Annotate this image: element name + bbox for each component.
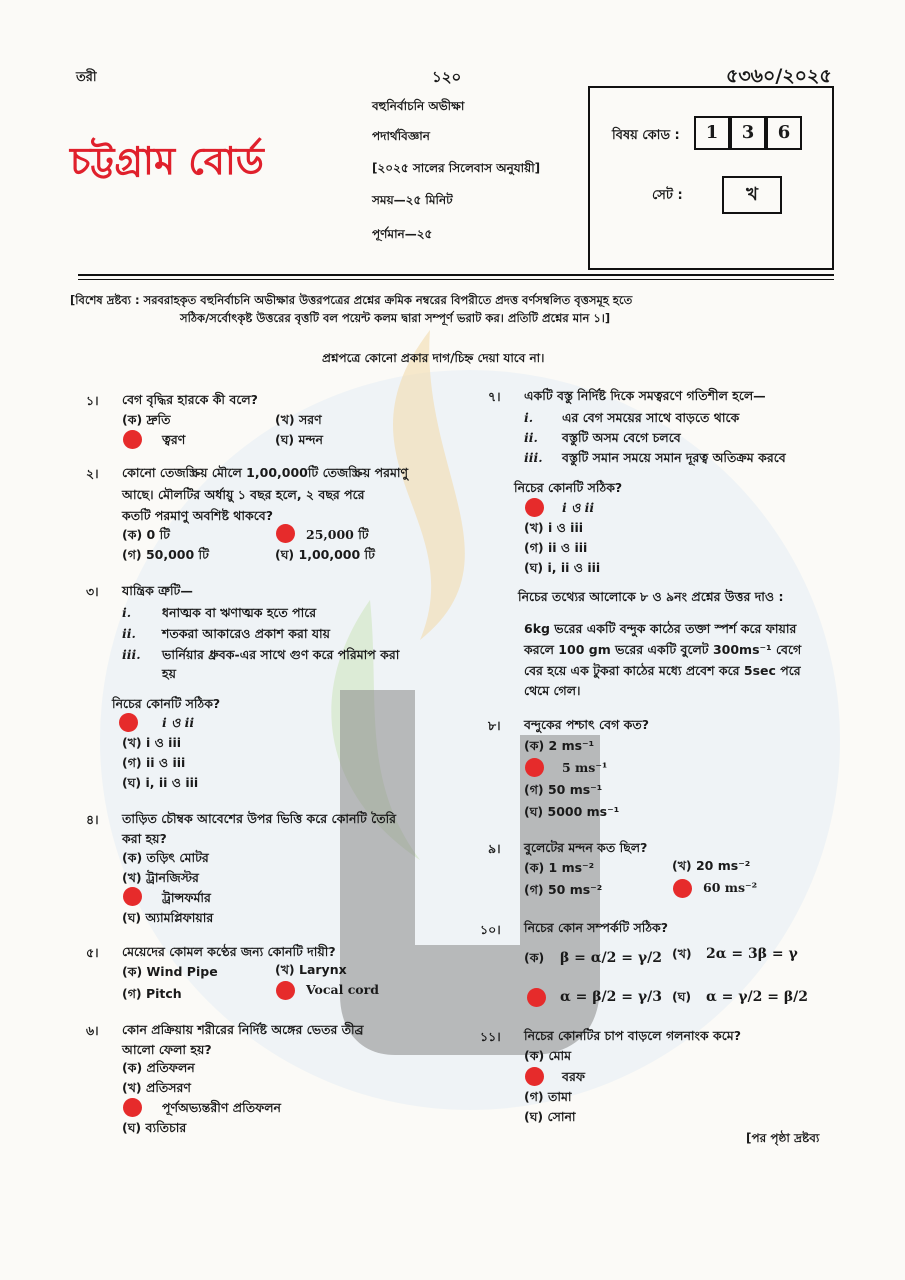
q7-ask: নিচের কোনটি সঠিক? bbox=[514, 480, 623, 495]
subject-code-box bbox=[588, 86, 834, 270]
q5-text: মেয়েদের কোমল কণ্ঠের জন্য কোনটি দায়ী? bbox=[122, 944, 336, 959]
q8-option-d: (ঘ) 5000 ms⁻¹ bbox=[524, 804, 620, 819]
subject-code-digit-1: 1 bbox=[694, 116, 730, 150]
q9-option-c: (গ) 50 ms⁻² bbox=[524, 882, 603, 897]
q4-option-a: (ক) তড়িৎ মোটর bbox=[122, 850, 209, 865]
header-rule-top bbox=[78, 274, 834, 276]
subject-code-label: বিষয় কোড : bbox=[612, 128, 680, 143]
q4-line-2: করা হয়? bbox=[122, 831, 167, 846]
q4-option-d: (ঘ) অ্যামপ্লিফায়ার bbox=[122, 910, 214, 925]
q11-number: ১১। bbox=[480, 1029, 501, 1044]
q4-option-c: ট্রান্সফর্মার bbox=[162, 890, 211, 905]
q4-number: ৪। bbox=[86, 812, 99, 827]
q11-option-a: (ক) মোম bbox=[524, 1048, 572, 1063]
set-value: খ bbox=[722, 176, 782, 214]
page-number: ১২০ bbox=[432, 68, 462, 86]
q5-option-b: (খ) Larynx bbox=[275, 962, 347, 977]
q7-statement-i: এর বেগ সময়ের সাথে বাড়তে থাকে bbox=[562, 410, 740, 425]
ref-number: ৫৩৬০/২০২৫ bbox=[726, 65, 832, 87]
header-rule-bottom bbox=[78, 279, 834, 280]
q3-text: যান্ত্রিক ত্রুটি— bbox=[122, 583, 193, 598]
q3-answer-dot bbox=[119, 713, 138, 732]
q9-number: ৯। bbox=[488, 841, 501, 856]
q1-option-d: (ঘ) মন্দন bbox=[275, 432, 323, 447]
q10-option-c: α = β/2 = γ/3 bbox=[560, 989, 662, 1005]
q3-statement-iii-line-2: হয় bbox=[162, 666, 176, 681]
q6-line-1: কোন প্রক্রিয়ায় শরীরের নির্দিষ্ট অঙ্গের ভেতর তীব্র bbox=[122, 1022, 364, 1037]
q3-ask: নিচের কোনটি সঠিক? bbox=[112, 696, 221, 711]
q7-option-d: (ঘ) i, ii ও iii bbox=[524, 560, 601, 575]
q8-answer-dot bbox=[525, 758, 544, 777]
q9-option-a: (ক) 1 ms⁻² bbox=[524, 860, 595, 875]
q1-option-c: ত্বরণ bbox=[162, 432, 186, 447]
instruction-line-2: সঠিক/সর্বোৎকৃষ্ট উত্তরের বৃত্তটি বল পয়েন্ট কলম দ্বারা সম্পূর্ণ ভরাট কর। প্রতিটি প্রশ্নের মান ১।] bbox=[180, 311, 611, 325]
q10-text: নিচের কোন সম্পর্কটি সঠিক? bbox=[524, 920, 669, 935]
q2-number: ২। bbox=[86, 466, 99, 481]
q4-line-1: তাড়িত চৌম্বক আবেশের উপর ভিত্তি করে কোনটি তৈরি bbox=[122, 811, 397, 826]
notice-line: প্রশ্নপত্রে কোনো প্রকার দাগ/চিহ্ন দেয়া যাবে না। bbox=[322, 351, 545, 365]
q7-option-a: i ও ii bbox=[562, 500, 595, 515]
q10-option-d-label: (ঘ) bbox=[672, 989, 692, 1004]
q3-roman-iii: iii. bbox=[122, 647, 141, 662]
q10-option-d: α = γ/2 = β/2 bbox=[706, 989, 808, 1005]
q3-statement-i: ধনাত্মক বা ঋণাত্মক হতে পারে bbox=[162, 605, 317, 620]
q11-option-d: (ঘ) সোনা bbox=[524, 1109, 576, 1124]
set-label: সেট : bbox=[652, 188, 683, 203]
q10-number: ১০। bbox=[480, 922, 501, 937]
q3-roman-i: i. bbox=[122, 605, 132, 620]
syllabus-note: [২০২৫ সালের সিলেবাস অনুযায়ী] bbox=[372, 161, 541, 175]
q7-option-c: (গ) ii ও iii bbox=[524, 540, 588, 555]
q5-number: ৫। bbox=[86, 945, 99, 960]
q9-option-b: (খ) 20 ms⁻² bbox=[672, 858, 751, 873]
q11-option-c: (গ) তামা bbox=[524, 1089, 572, 1104]
subject-name: পদার্থবিজ্ঞান bbox=[372, 129, 430, 143]
q2-line-1: কোনো তেজস্ক্রিয় মৌলে 1,00,000টি তেজস্ক্রিয় পরমাণু bbox=[122, 465, 409, 480]
full-marks: পূর্ণমান—২৫ bbox=[372, 227, 433, 241]
passage-line-2: করলে 100 gm ভরের একটি বুলেট 300ms⁻¹ বেগে bbox=[524, 642, 802, 657]
q3-number: ৩। bbox=[86, 584, 99, 599]
q2-option-b: 25,000 টি bbox=[306, 527, 369, 542]
q6-option-c: পূর্ণঅভ্যন্তরীণ প্রতিফলন bbox=[162, 1100, 281, 1115]
q4-option-b: (খ) ট্রানজিস্টর bbox=[122, 870, 199, 885]
q8-option-c: (গ) 50 ms⁻¹ bbox=[524, 782, 603, 797]
q10-option-b-label: (খ) bbox=[672, 946, 692, 961]
q9-answer-dot bbox=[673, 879, 692, 898]
q3-statement-iii-line-1: ভার্নিয়ার ধ্রুবক-এর সাথে গুণ করে পরিমাপ করা bbox=[162, 647, 400, 662]
q8-text: বন্দুকের পশ্চাৎ বেগ কত? bbox=[524, 717, 649, 732]
q7-text: একটি বস্তু নির্দিষ্ট দিকে সমত্বরণে গতিশীল হলে— bbox=[524, 388, 766, 403]
q8-option-b: 5 ms⁻¹ bbox=[562, 760, 608, 775]
q10-option-a: β = α/2 = γ/2 bbox=[560, 950, 662, 966]
passage-line-4: থেমে গেল। bbox=[524, 683, 581, 698]
q1-option-b: (খ) সরণ bbox=[275, 412, 322, 427]
q9-text: বুলেটের মন্দন কত ছিল? bbox=[524, 840, 648, 855]
q2-option-c: (গ) 50,000 টি bbox=[122, 547, 209, 562]
q7-roman-ii: ii. bbox=[524, 430, 538, 445]
q5-answer-dot bbox=[276, 981, 295, 1000]
q1-option-a: (ক) দ্রুতি bbox=[122, 412, 171, 427]
q6-number: ৬। bbox=[86, 1023, 99, 1038]
q7-roman-i: i. bbox=[524, 410, 534, 425]
q7-number: ৭। bbox=[488, 389, 501, 404]
q3-option-b: (খ) i ও iii bbox=[122, 735, 182, 750]
exam-type: বহুনির্বাচনি অভীক্ষা bbox=[372, 99, 465, 113]
q3-option-d: (ঘ) i, ii ও iii bbox=[122, 775, 199, 790]
q2-line-2: আছে। মৌলটির অর্ধায়ু ১ বছর হলে, ২ বছর পরে bbox=[122, 487, 365, 502]
next-page-note: [পর পৃষ্ঠা দ্রষ্টব্য bbox=[746, 1131, 820, 1145]
q1-answer-dot bbox=[123, 430, 142, 449]
q3-statement-ii: শতকরা আকারেও প্রকাশ করা যায় bbox=[162, 626, 331, 641]
q3-option-a: i ও ii bbox=[162, 715, 195, 730]
q7-roman-iii: iii. bbox=[524, 450, 543, 465]
q10-option-a-label: (ক) bbox=[524, 950, 545, 965]
q5-option-a: (ক) Wind Pipe bbox=[122, 964, 218, 979]
q6-option-b: (খ) প্রতিসরণ bbox=[122, 1080, 191, 1095]
passage-heading: নিচের তথ্যের আলোকে ৮ ও ৯নং প্রশ্নের উত্তর দাও : bbox=[518, 589, 784, 604]
q6-option-a: (ক) প্রতিফলন bbox=[122, 1060, 195, 1075]
q6-option-d: (ঘ) ব্যতিচার bbox=[122, 1120, 187, 1135]
header-left-label: তরী bbox=[76, 70, 97, 85]
q10-answer-dot bbox=[527, 988, 546, 1007]
passage-line-1: 6kg ভরের একটি বন্দুক কাঠের তক্তা স্পর্শ করে ফায়ার bbox=[524, 621, 797, 636]
q2-option-d: (ঘ) 1,00,000 টি bbox=[275, 547, 375, 562]
q6-line-2: আলো ফেলা হয়? bbox=[122, 1042, 212, 1057]
q6-answer-dot bbox=[123, 1098, 142, 1117]
q3-roman-ii: ii. bbox=[122, 626, 136, 641]
q7-answer-dot bbox=[525, 498, 544, 517]
q7-option-b: (খ) i ও iii bbox=[524, 520, 584, 535]
q11-text: নিচের কোনটির চাপ বাড়লে গলনাংক কমে? bbox=[524, 1028, 741, 1043]
passage-line-3: বের হয়ে এক টুকরা কাঠের মধ্যে প্রবেশ করে 5sec পরে bbox=[524, 663, 801, 678]
q7-statement-iii: বস্তুটি সমান সময়ে সমান দূরত্ব অতিক্রম করবে bbox=[562, 450, 786, 465]
q3-option-c: (গ) ii ও iii bbox=[122, 755, 186, 770]
q10-option-b: 2α = 3β = γ bbox=[706, 946, 798, 962]
q8-number: ৮। bbox=[488, 718, 501, 733]
q11-option-b: বরফ bbox=[562, 1069, 585, 1084]
q5-option-d: Vocal cord bbox=[306, 982, 379, 997]
q2-option-a: (ক) 0 টি bbox=[122, 527, 170, 542]
q1-text: বেগ বৃদ্ধির হারকে কী বলে? bbox=[122, 392, 258, 407]
instruction-line-1: [বিশেষ দ্রষ্টব্য : সরবরাহকৃত বহুনির্বাচনি অভীক্ষার উত্তরপত্রের প্রশ্নের ক্রমিক নম্বরের বিপরীতে প্রদত্ত বর্ণসম্বলিত বৃত্তসমূহ হতে bbox=[70, 293, 633, 307]
q4-answer-dot bbox=[123, 887, 142, 906]
q2-answer-dot bbox=[276, 524, 295, 543]
q5-option-c: (গ) Pitch bbox=[122, 986, 182, 1001]
q8-option-a: (ক) 2 ms⁻¹ bbox=[524, 738, 595, 753]
subject-code-digit-3: 6 bbox=[766, 116, 802, 150]
q2-line-3: কতটি পরমাণু অবশিষ্ট থাকবে? bbox=[122, 508, 273, 523]
q7-statement-ii: বস্তুটি অসম বেগে চলবে bbox=[562, 430, 681, 445]
subject-code-digit-2: 3 bbox=[730, 116, 766, 150]
q1-number: ১। bbox=[86, 393, 99, 408]
exam-time: সময়—২৫ মিনিট bbox=[372, 193, 453, 207]
q9-option-d: 60 ms⁻² bbox=[703, 880, 758, 895]
board-name: চট্টগ্রাম বোর্ড bbox=[70, 139, 264, 183]
q11-answer-dot bbox=[525, 1067, 544, 1086]
